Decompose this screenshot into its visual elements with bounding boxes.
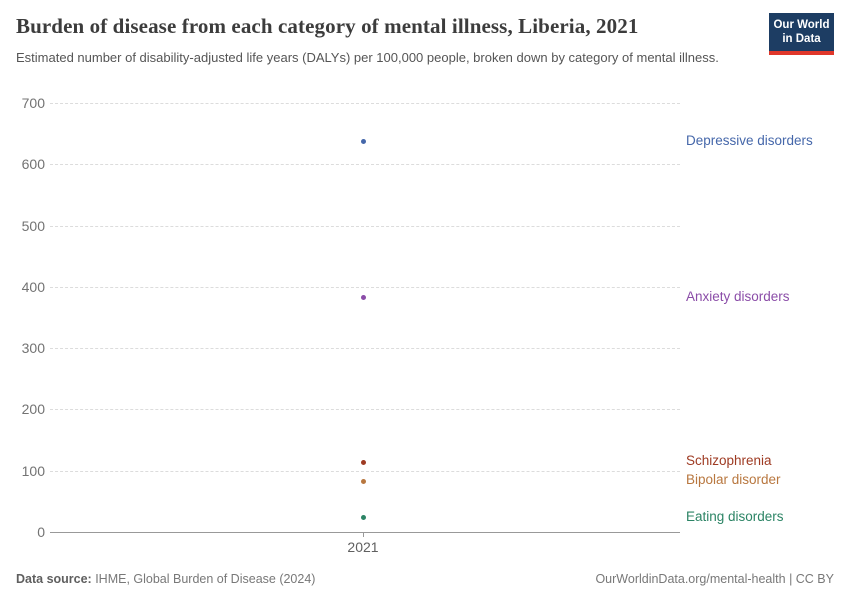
y-tick-label-500: 500 <box>21 217 45 234</box>
x-tick-label-2021: 2021 <box>347 539 379 555</box>
gridline-600 <box>50 164 680 165</box>
y-tick-label-300: 300 <box>21 340 45 357</box>
series-label-eating-disorders[interactable]: Eating disorders <box>686 508 784 524</box>
x-axis-tick <box>363 532 364 537</box>
logo-line-2: in Data <box>782 33 821 46</box>
y-tick-label-0: 0 <box>37 524 45 540</box>
gridline-700 <box>50 103 680 104</box>
gridline-200 <box>50 409 680 410</box>
y-tick-label-700: 700 <box>21 95 45 111</box>
gridline-100 <box>50 471 680 472</box>
gridline-500 <box>50 226 680 227</box>
gridline-400 <box>50 287 680 288</box>
data-point-anxiety-disorders[interactable] <box>361 295 366 300</box>
gridline-300 <box>50 348 680 349</box>
x-axis-line <box>50 532 680 533</box>
logo-line-1: Our World <box>773 19 830 31</box>
data-source-label: Data source: <box>16 572 92 586</box>
series-label-bipolar-disorder[interactable]: Bipolar disorder <box>686 472 781 488</box>
series-label-depressive-disorders[interactable]: Depressive disorders <box>686 132 813 148</box>
series-label-schizophrenia[interactable]: Schizophrenia <box>686 453 772 469</box>
data-point-eating-disorders[interactable] <box>361 515 366 520</box>
y-tick-label-400: 400 <box>21 278 45 295</box>
series-label-anxiety-disorders[interactable]: Anxiety disorders <box>686 288 790 304</box>
data-point-depressive-disorders[interactable] <box>361 139 366 144</box>
y-tick-label-200: 200 <box>21 401 45 418</box>
y-tick-label-600: 600 <box>21 156 45 173</box>
page-title: Burden of disease from each category of mental illness, Liberia, 2021 <box>16 14 639 38</box>
page-subtitle: Estimated number of disability-adjusted life years (DALYs) per 100,000 people, broken down by category of mental illness. <box>16 50 719 65</box>
data-source-text: IHME, Global Burden of Disease (2024) <box>91 572 316 586</box>
data-point-bipolar-disorder[interactable] <box>361 479 366 484</box>
chart-footer <box>16 572 834 586</box>
data-point-schizophrenia[interactable] <box>361 460 366 465</box>
y-tick-label-100: 100 <box>21 462 45 479</box>
footer-link[interactable]: OurWorldinData.org/mental-health | CC BY <box>595 572 834 586</box>
data-source[interactable] <box>16 572 315 586</box>
